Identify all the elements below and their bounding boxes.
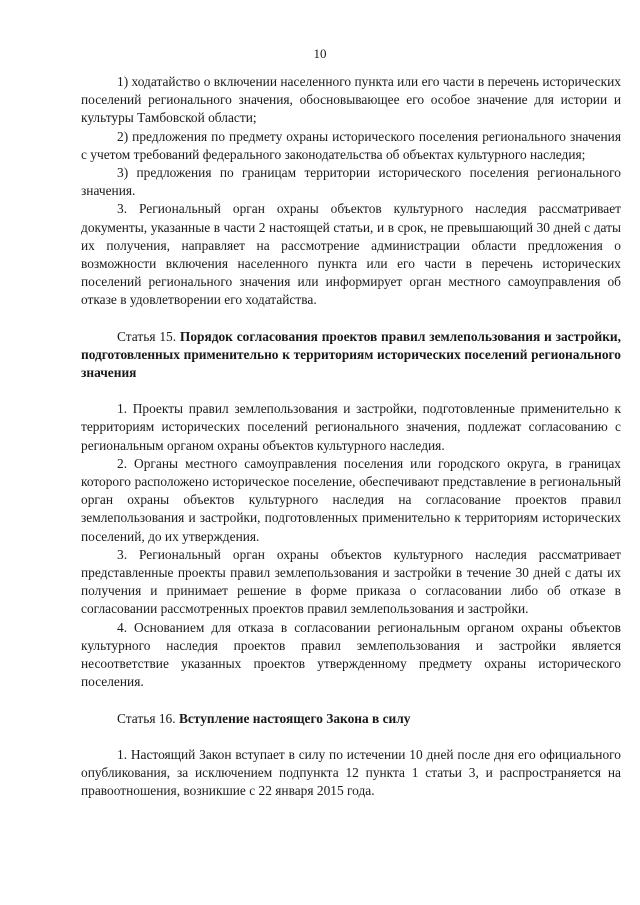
article-15-label: Статья 15. [117,328,177,344]
article-15-paragraph: 2. Органы местного самоуправления поселения или городского округа, в границах которого расположено историческое поселение, обеспечивают представление в региональный орган охраны объектов культурного наследия на согласование проектов правил землепользования и застройки, подготовленных применительно к территориям исторических поселений, до их утверждения. [81,455,621,544]
article-15-heading [81,328,621,383]
article-15-paragraph: 1. Проекты правил землепользования и застройки, подготовленные применительно к территориям исторических поселений регионального значения, подлежат согласованию с региональным органом охраны объектов культурного наследия. [81,401,621,453]
article-16-label: Статья 16. [117,710,176,726]
list-item: 2) предложения по предмету охраны исторического поселения регионального значения с учетом требований федерального законодательства об объектах культурного наследия; [81,128,621,162]
document-body [81,73,621,800]
list-item: 1) ходатайство о включении населенного пункта или его части в перечень исторических поселений регионального значения, обосновывающее его особое значение для истории и культуры Тамбовской области; [81,74,621,126]
article-16-title: Вступление настоящего Закона в силу [178,710,411,726]
article-16-paragraph: 1. Настоящий Закон вступает в силу по истечении 10 дней после дня его официального опубликования, за исключением подпункта 12 пункта 1 статьи 3, и распространяется на правоотношения, возникшие с 22 января 2015 года. [81,746,621,799]
article-15-title: Порядок согласования проектов правил землепользования и застройки, подготовленных применительно к территориям исторических поселений регионального значения [81,328,621,381]
article-15-paragraph: 4. Основанием для отказа в согласовании региональным органом охраны объектов культурного наследия проектов правил землепользования и застройки является несоответствие указанных проектов утвержденному предмету охраны исторического поселения. [81,619,621,690]
article-15-paragraph: 3. Региональный орган охраны объектов культурного наследия рассматривает представленные проекты правил землепользования и застройки в течение 30 дней с даты их получения и принимает решение в форме приказа о согласовании либо об отказе в согласовании рассмотренных проектов правил землепользования и застройки. [81,546,621,617]
article-16-heading [81,710,621,728]
page-number: 10 [313,46,327,61]
list-item: 3) предложения по границам территории исторического поселения регионального значения. [81,165,621,199]
list-item: 3. Региональный орган охраны объектов культурного наследия рассматривает документы, указанные в части 2 настоящей статьи, и в срок, не превышающий 30 дней с даты их получения, направляет на рассмотрение администрации области предложения о возможности включения населенного пункта или его части в перечень исторических поселений регионального значения или информирует орган местного самоуправления об отказе в удовлетворении его ходатайства. [81,201,621,308]
